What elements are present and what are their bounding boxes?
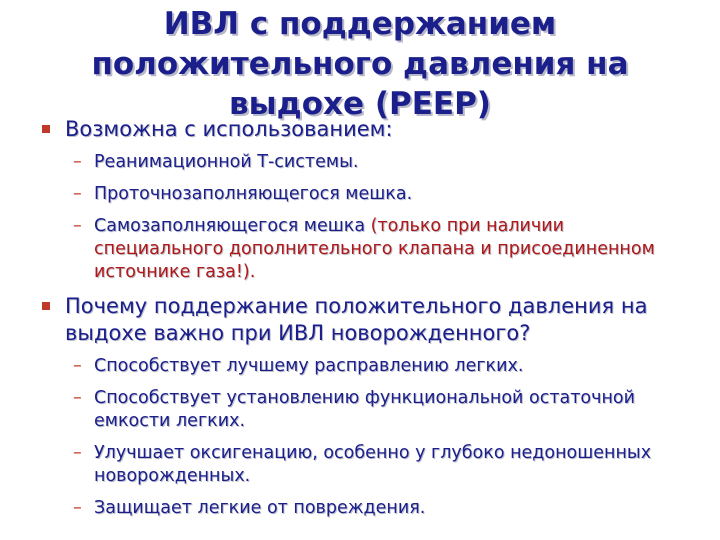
sub-bullet-text: Способствует установлению функциональной остаточной емкости легких. bbox=[94, 388, 635, 431]
sub-bullet-item bbox=[40, 183, 690, 206]
sub-bullet-text: Реанимационной Т-системы. bbox=[94, 152, 359, 172]
square-bullet-icon bbox=[42, 125, 50, 133]
square-bullet-icon bbox=[42, 302, 50, 310]
dash-bullet-icon: – bbox=[73, 356, 82, 376]
sub-list bbox=[40, 355, 690, 520]
bullet-item bbox=[40, 116, 690, 143]
sub-bullet-text: Защищает легкие от повреждения. bbox=[94, 498, 426, 518]
slide-content bbox=[40, 116, 690, 529]
sub-bullet-item bbox=[40, 497, 690, 520]
sub-bullet-text: Способствует лучшему расправлению легких. bbox=[94, 356, 524, 376]
sub-bullet-item bbox=[40, 442, 690, 488]
dash-bullet-icon: – bbox=[73, 184, 82, 204]
dash-bullet-icon: – bbox=[73, 443, 82, 463]
sub-bullet-item bbox=[40, 387, 690, 433]
sub-bullet-text: Улучшает оксигенацию, особенно у глубоко недоношенных новорожденных. bbox=[94, 443, 652, 486]
sub-bullet-text: Самозаполняющегося мешка bbox=[94, 216, 371, 236]
slide-title: ИВЛ с поддержанием положительного давления на выдохе (PEEP) bbox=[91, 6, 629, 122]
sub-list bbox=[40, 151, 690, 284]
bullet-text: Почему поддержание положительного давления на выдохе важно при ИВЛ новорожденного? bbox=[65, 294, 648, 345]
sub-bullet-text: Проточнозаполняющегося мешка. bbox=[94, 184, 413, 204]
bullet-text: Возможна с использованием: bbox=[65, 117, 393, 141]
dash-bullet-icon: – bbox=[73, 152, 82, 172]
dash-bullet-icon: – bbox=[73, 216, 82, 236]
bullet-item bbox=[40, 293, 690, 347]
dash-bullet-icon: – bbox=[73, 388, 82, 408]
dash-bullet-icon: – bbox=[73, 498, 82, 518]
sub-bullet-item bbox=[40, 215, 690, 284]
sub-bullet-note: (только при наличии специального дополнительного клапана и присоединенном источнике газа!). bbox=[94, 216, 655, 282]
sub-bullet-item bbox=[40, 151, 690, 174]
sub-bullet-item bbox=[40, 355, 690, 378]
